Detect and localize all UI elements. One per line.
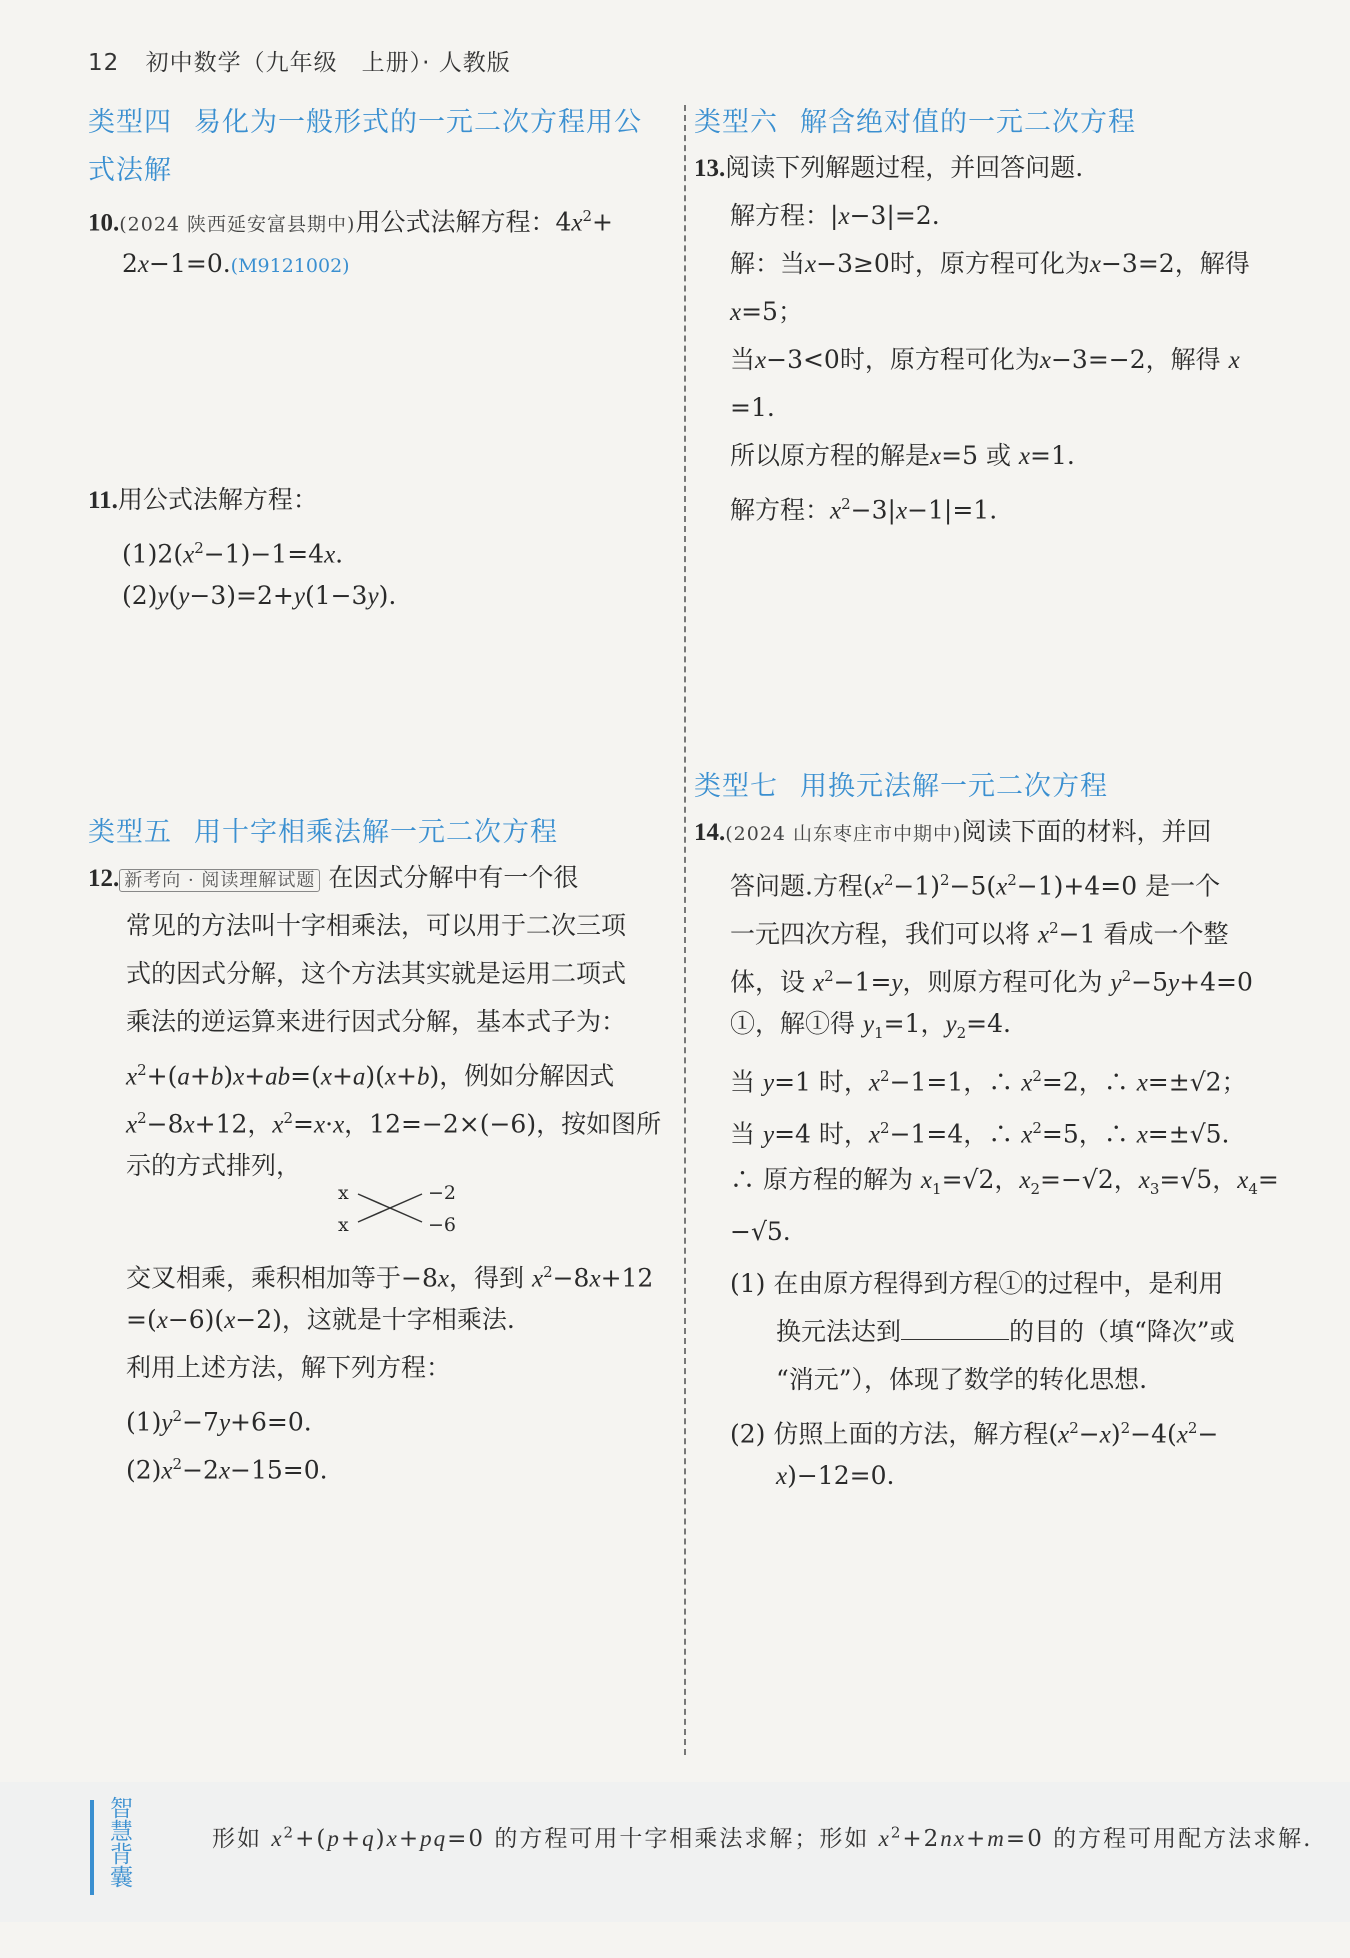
q13-line-4: x=5； <box>730 297 803 326</box>
q14-part-2-line-2: x)−12=0. <box>776 1461 895 1490</box>
question-number: 11. <box>88 487 118 514</box>
question-number: 12. <box>88 865 120 892</box>
q14-part-1-text-2: 的目的（填“降次”或 <box>1009 1317 1235 1346</box>
q14-line-3-text: 一元四次方程，我们可以将 <box>730 919 1031 949</box>
section-6-title <box>694 100 1136 139</box>
q13-line-7-text: 所以原方程的解是 <box>730 441 931 470</box>
q14-line-3-text-2: 看成一个整 <box>1103 919 1229 949</box>
question-text: 用公式法解方程： <box>117 485 318 514</box>
tip-text: 形如 $x^2+(p+q)x+pq=0$ 的方程可用十字相乘法求解；形如 $x^2+2nx+m=0$ 的方程可用配方法求解. <box>212 1823 1313 1852</box>
section-tag: 类型五 <box>88 817 172 848</box>
tip-text-3: 的方程可用配方法求解. <box>1053 1826 1313 1852</box>
q12-line-7: 示的方式排列， <box>126 1151 302 1180</box>
cross-term-top-left: x <box>338 1182 349 1204</box>
cross-term-bottom-right: −6 <box>428 1214 457 1236</box>
section-tag: 类型六 <box>694 107 778 138</box>
section-5-title <box>88 810 558 849</box>
q12-line-6-text: ，按如图所 <box>536 1109 662 1139</box>
question-11-part-1: $(1)2(x^2-1)-1=4x$. <box>122 539 344 569</box>
column-divider <box>684 105 686 1755</box>
section-tag: 类型四 <box>88 107 172 138</box>
part-label: (1) <box>126 1407 162 1437</box>
q12-line-9: =(x−6)(x−2)，这就是十字相乘法. <box>126 1305 515 1334</box>
question-number: 14. <box>694 819 726 846</box>
q13-line-2-text: 解方程： <box>730 201 831 230</box>
q13-line-5-text: 当 <box>730 345 756 374</box>
q12-line-5-text: ，例如分解因式 <box>439 1061 615 1091</box>
question-code: (M9121002) <box>230 255 350 277</box>
q12-line-2: 常见的方法叫十字相乘法，可以用于二次三项 <box>126 911 627 940</box>
section-title-text: 易化为一般形式的一元二次方程用公 <box>194 107 642 138</box>
q13-line-3-text-2: 时，原方程可化为 <box>889 249 1090 278</box>
q13-line-2: 解方程：|x−3|=2. <box>730 201 940 230</box>
section-title-text: 解含绝对值的一元二次方程 <box>800 107 1136 138</box>
question-text: 在因式分解中有一个很 <box>328 863 579 892</box>
q12-line-8-text-2: ，得到 <box>448 1263 524 1293</box>
cross-multiplication-diagram <box>330 1182 470 1242</box>
q14-part-1-text: 换元法达到 <box>776 1317 902 1346</box>
section-7-title <box>694 764 1108 803</box>
q13-line-8: 解方程：$x^2-3|x-1|=1$. <box>730 495 998 525</box>
q14-line-9: −√5. <box>730 1217 791 1246</box>
q14-part-1-line-1: (1) 在由原方程得到方程①的过程中，是利用 <box>730 1269 1224 1298</box>
q14-part-1-line-2 <box>776 1308 1235 1356</box>
part-label: (2) <box>122 581 158 610</box>
page-number: 12 <box>88 50 120 76</box>
page-header <box>88 44 511 77</box>
book-title: 初中数学（九年级 上册）· 人教版 <box>145 50 511 76</box>
q13-line-3-text-3: ，解得 <box>1174 249 1250 278</box>
question-10: 10.(2024 陕西延安富县期中)用公式法解方程：$4x^2+$ <box>88 207 613 237</box>
q14-line-2: 答问题.方程$(x^2-1)^2-5(x^2-1)+4=0$ 是一个 <box>730 871 1221 901</box>
section-4-title <box>88 100 642 139</box>
question-12 <box>88 854 578 905</box>
part-label: (2) <box>126 1455 162 1485</box>
question-source: (2024 陕西延安富县期中) <box>119 213 356 236</box>
q14-line-2-text-2: 是一个 <box>1145 871 1221 901</box>
q12-line-9-text: ，这就是十字相乘法. <box>281 1305 515 1334</box>
question-text: 用公式法解方程： <box>355 207 556 237</box>
q12-line-6: $x^2-8x+12$，$x^2=x\cdot x$，12=−2×(−6)，按如图所 <box>126 1109 662 1139</box>
question-10-equation: 2x−1=0.(M9121002) <box>122 249 350 278</box>
q14-line-8-text: ∴ 原方程的解为 <box>730 1165 913 1194</box>
q14-line-6-text-2: 时， <box>818 1067 869 1097</box>
q12-line-5: $x^2+(a+b)x+ab=(x+a)(x+b)$，例如分解因式 <box>126 1061 615 1091</box>
q13-line-6: =1. <box>730 393 775 422</box>
question-source: (2024 山东枣庄市中期中) <box>725 823 962 845</box>
q14-line-5: ①，解①得 $y_1=1$，$y_2=4$. <box>730 1009 1011 1042</box>
q14-line-7-text: 当 <box>730 1119 756 1149</box>
q12-line-4: 乘法的逆运算来进行因式分解，基本式子为： <box>126 1007 627 1036</box>
question-12-part-1: $(1)y^2-7y+6=0$. <box>126 1407 312 1437</box>
wisdom-tip-box <box>0 1782 1350 1922</box>
q14-line-8: ∴ 原方程的解为 $x_1=√2$，$x_2=-√2$，$x_3=√5$，$x_4=$ <box>730 1165 1279 1198</box>
q13-line-7-text-2: 或 <box>985 441 1011 470</box>
section-tag: 类型七 <box>694 771 778 802</box>
question-11-part-2: (2)y(y−3)=2+y(1−3y). <box>122 581 397 610</box>
q12-line-8-text: 交叉相乘，乘积相加等于 <box>126 1263 402 1293</box>
tip-text-2: 的方程可用十字相乘法求解；形如 <box>494 1826 870 1852</box>
part-label: (1) <box>122 539 158 569</box>
section-title-text: 用换元法解一元二次方程 <box>800 771 1108 802</box>
q13-line-3: 解：当x−3≥0时，原方程可化为x−3=2，解得 <box>730 249 1250 278</box>
q14-line-7-text-2: 时， <box>818 1119 869 1149</box>
section-4-title-cont: 式法解 <box>88 155 172 186</box>
q13-line-3-text: 解：当 <box>730 249 806 278</box>
q14-line-3: 一元四次方程，我们可以将 $x^2-1$ 看成一个整 <box>730 919 1229 949</box>
q14-line-6-text: 当 <box>730 1067 756 1097</box>
tip-accent-bar <box>90 1800 94 1895</box>
q12-line-3: 式的因式分解，这个方法其实就是运用二项式 <box>126 959 627 988</box>
cross-term-bottom-left: x <box>338 1214 349 1236</box>
q14-part-2-text: (2) 仿照上面的方法，解方程 <box>730 1419 1049 1449</box>
question-14 <box>694 808 1211 858</box>
q14-line-4-text-2: ，则原方程可化为 <box>902 967 1103 997</box>
q14-line-4: 体，设 $x^2-1=y$，则原方程可化为 $y^2-5y+4=0$ <box>730 967 1253 997</box>
q14-line-2-text: 答问题.方程 <box>730 871 863 901</box>
cross-term-top-right: −2 <box>428 1182 457 1204</box>
q13-line-7: 所以原方程的解是x=5 或 x=1. <box>730 441 1075 470</box>
q13-line-5-text-3: ，解得 <box>1145 345 1221 374</box>
section-title-text: 用十字相乘法解一元二次方程 <box>194 817 558 848</box>
answer-blank[interactable] <box>901 1317 1009 1340</box>
q13-line-5: 当x−3<0时，原方程可化为x−3=−2，解得 x <box>730 345 1240 374</box>
tip-label: 智慧背囊 <box>106 1796 132 1888</box>
cross-lines <box>354 1188 426 1228</box>
q14-line-5-text: ①，解①得 <box>730 1009 856 1038</box>
question-number: 10. <box>88 209 120 237</box>
q12-line-10: 利用上述方法，解下列方程： <box>126 1353 452 1382</box>
tip-text-1: 形如 <box>212 1826 262 1852</box>
question-12-part-2: $(2)x^2-2x-15=0$. <box>126 1455 328 1485</box>
q14-line-4-text: 体，设 <box>730 967 806 997</box>
question-11 <box>88 476 318 525</box>
q14-part-2-line-1: (2) 仿照上面的方法，解方程$(x^2-x)^2-4(x^2-$ <box>730 1419 1219 1449</box>
q13-line-5-text-2: 时，原方程可化为 <box>839 345 1040 374</box>
q14-line-7: 当 y=4 时，$x^2-1=4$，∴ $x^2=5$，∴ x=±√5. <box>730 1119 1230 1149</box>
question-text: 阅读下列解题过程，并回答问题. <box>725 153 1084 182</box>
question-badge: 新考向 · 阅读理解试题 <box>119 869 320 892</box>
q14-part-1-line-3: “消元”），体现了数学的转化思想. <box>776 1365 1148 1394</box>
q14-line-6: 当 y=1 时，$x^2-1=1$，∴ $x^2=2$，∴ x=±√2； <box>730 1067 1247 1097</box>
question-number: 13. <box>694 155 726 182</box>
q13-line-8-text: 解方程： <box>730 495 831 525</box>
question-text: 阅读下面的材料，并回 <box>961 817 1212 846</box>
question-13 <box>694 144 1083 193</box>
q12-line-8: 交叉相乘，乘积相加等于−8x，得到 $x^2-8x+12$ <box>126 1263 654 1293</box>
